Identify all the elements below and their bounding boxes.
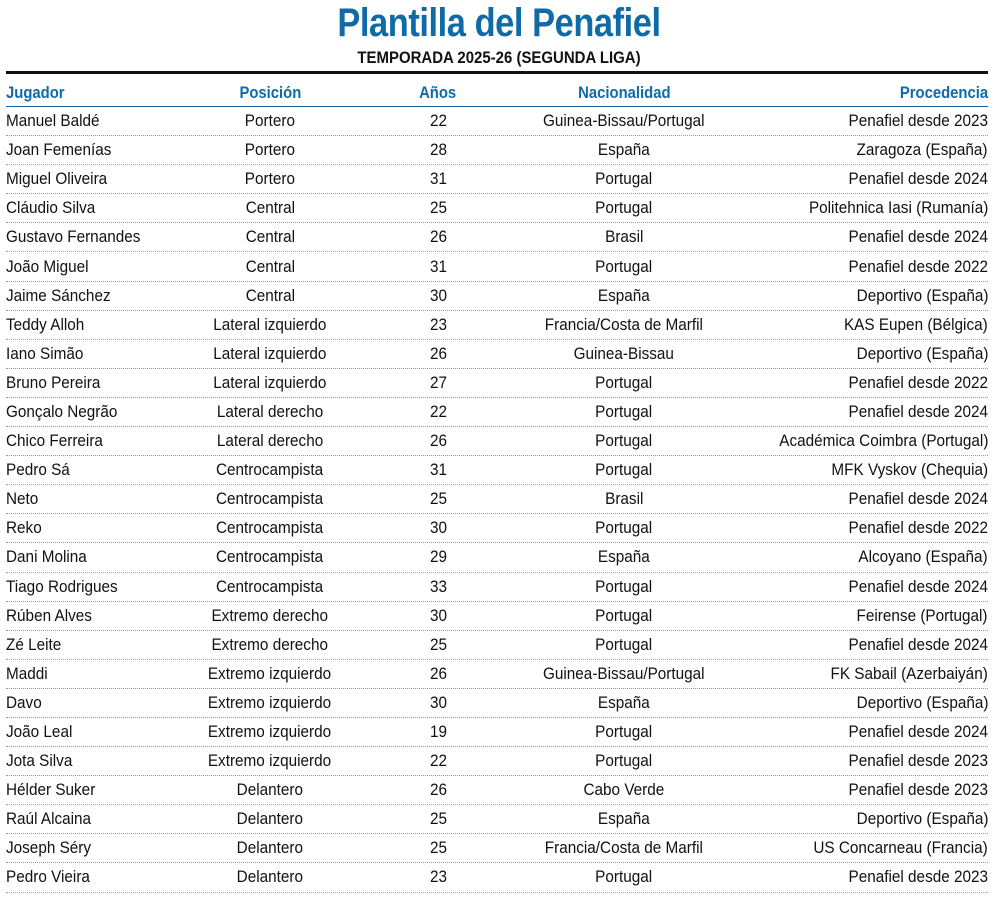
cell-age: 28 [429, 140, 447, 160]
cell-origin: Deportivo (España) [856, 285, 988, 305]
table-row [6, 194, 988, 223]
cell-nationality: Francia/Costa de Marfil [544, 314, 704, 334]
cell-player: Joseph Séry [6, 838, 92, 858]
cell-origin: Penafiel desde 2022 [848, 372, 988, 392]
table-row [6, 282, 988, 311]
cell-position: Central [245, 198, 295, 218]
cell-position: Extremo izquierdo [208, 663, 332, 683]
cell-nationality: España [598, 692, 650, 712]
cell-nationality: Guinea-Bissau/Portugal [543, 111, 705, 131]
table-row [6, 223, 988, 252]
cell-position: Centrocampista [216, 489, 324, 509]
table-row [6, 718, 988, 747]
cell-nationality: España [598, 809, 650, 829]
cell-age: 26 [429, 343, 447, 363]
table-row [6, 165, 988, 194]
cell-origin: Penafiel desde 2024 [848, 576, 988, 596]
cell-player: Davo [6, 692, 42, 712]
cell-age: 26 [429, 663, 447, 683]
cell-nationality: Portugal [595, 431, 653, 451]
cell-nationality: Francia/Costa de Marfil [544, 838, 704, 858]
table-row [6, 834, 988, 863]
cell-nationality: Brasil [604, 227, 644, 247]
cell-nationality: España [598, 285, 650, 305]
cell-origin: Penafiel desde 2024 [848, 401, 988, 421]
cell-age: 22 [429, 111, 447, 131]
cell-age: 31 [429, 460, 447, 480]
cell-player: Teddy Alloh [6, 314, 85, 334]
cell-nationality: Portugal [595, 867, 653, 887]
cell-nationality: España [598, 140, 650, 160]
cell-player: Rúben Alves [6, 605, 92, 625]
cell-player: Hélder Suker [6, 780, 96, 800]
cell-position: Delantero [236, 867, 304, 887]
cell-player: Joan Femenías [6, 140, 112, 160]
table-row [6, 747, 988, 776]
cell-origin: Penafiel desde 2022 [848, 256, 988, 276]
squad-table [6, 80, 988, 893]
cell-age: 30 [429, 605, 447, 625]
cell-position: Centrocampista [216, 576, 324, 596]
cell-age: 27 [429, 372, 447, 392]
cell-nationality: Portugal [595, 169, 653, 189]
cell-age: 33 [429, 576, 447, 596]
cell-origin: KAS Eupen (Bélgica) [844, 314, 988, 334]
page-subtitle: TEMPORADA 2025-26 (SEGUNDA LIGA) [357, 48, 641, 67]
cell-origin: Deportivo (España) [856, 343, 988, 363]
table-row [6, 543, 988, 572]
table-row [6, 340, 988, 369]
cell-player: Tiago Rodrigues [6, 576, 118, 596]
page-title: Plantilla del Penafiel [337, 1, 661, 45]
cell-position: Lateral izquierdo [213, 343, 327, 363]
cell-player: Gustavo Fernandes [6, 227, 141, 247]
table-row [6, 805, 988, 834]
cell-position: Extremo izquierdo [208, 692, 332, 712]
cell-origin: Penafiel desde 2024 [848, 169, 988, 189]
cell-nationality: Portugal [595, 576, 653, 596]
cell-position: Portero [244, 111, 296, 131]
cell-nationality: Portugal [595, 460, 653, 480]
table-row [6, 456, 988, 485]
cell-nationality: Portugal [595, 605, 653, 625]
cell-age: 29 [429, 547, 447, 567]
cell-age: 30 [429, 518, 447, 538]
cell-player: Pedro Vieira [6, 867, 90, 887]
cell-player: Jaime Sánchez [6, 285, 111, 305]
cell-position: Central [245, 256, 295, 276]
table-row [6, 136, 988, 165]
cell-nationality: Portugal [595, 518, 653, 538]
table-row [6, 311, 988, 340]
table-row [6, 602, 988, 631]
cell-age: 26 [429, 780, 447, 800]
cell-player: João Miguel [6, 256, 89, 276]
cell-origin: Zaragoza (España) [857, 140, 988, 160]
cell-position: Centrocampista [216, 547, 324, 567]
cell-age: 23 [429, 314, 447, 334]
cell-position: Extremo izquierdo [208, 751, 332, 771]
cell-origin: Feirense (Portugal) [857, 605, 988, 625]
cell-position: Delantero [236, 780, 304, 800]
cell-position: Extremo izquierdo [208, 722, 332, 742]
table-row [6, 369, 988, 398]
cell-nationality: Portugal [595, 722, 653, 742]
table-row [6, 252, 988, 281]
cell-player: Pedro Sá [6, 460, 70, 480]
cell-player: Gonçalo Negrão [6, 401, 118, 421]
cell-origin: Penafiel desde 2022 [848, 518, 988, 538]
cell-position: Lateral izquierdo [213, 314, 327, 334]
table-row [6, 514, 988, 543]
cell-origin: Penafiel desde 2024 [848, 227, 988, 247]
cell-age: 30 [429, 285, 447, 305]
header-position: Posición [239, 83, 301, 102]
cell-origin: Deportivo (España) [856, 692, 988, 712]
cell-player: Neto [6, 489, 39, 509]
table-row [6, 107, 988, 136]
table-row [6, 631, 988, 660]
cell-origin: MFK Vyskov (Chequia) [831, 460, 988, 480]
cell-origin: Deportivo (España) [856, 809, 988, 829]
cell-origin: FK Sabail (Azerbaiyán) [830, 663, 988, 683]
cell-position: Portero [244, 140, 296, 160]
cell-position: Centrocampista [216, 518, 324, 538]
cell-position: Central [245, 227, 295, 247]
header-player: Jugador [6, 83, 65, 102]
cell-position: Central [245, 285, 295, 305]
cell-player: Raúl Alcaina [6, 809, 92, 829]
title-divider [6, 71, 988, 74]
header-nationality: Nacionalidad [577, 83, 671, 102]
cell-age: 25 [429, 838, 447, 858]
cell-age: 31 [429, 169, 447, 189]
cell-origin: Penafiel desde 2024 [848, 489, 988, 509]
table-row [6, 485, 988, 514]
cell-age: 22 [429, 401, 447, 421]
table-row [6, 863, 988, 892]
cell-player: Iano Simão [6, 343, 84, 363]
table-row [6, 689, 988, 718]
cell-origin: Penafiel desde 2023 [848, 751, 988, 771]
table-row [6, 660, 988, 689]
cell-age: 25 [429, 809, 447, 829]
cell-origin: Politehnica Iasi (Rumanía) [808, 198, 988, 218]
cell-origin: Alcoyano (España) [858, 547, 988, 567]
cell-player: João Leal [6, 722, 73, 742]
cell-player: Bruno Pereira [6, 372, 101, 392]
cell-nationality: Portugal [595, 401, 653, 421]
cell-nationality: Portugal [595, 198, 653, 218]
cell-player: Dani Molina [6, 547, 87, 567]
header-origin: Procedencia [899, 83, 988, 102]
cell-origin: US Concarneau (Francia) [813, 838, 988, 858]
cell-origin: Académica Coimbra (Portugal) [778, 431, 988, 451]
cell-position: Delantero [236, 809, 304, 829]
cell-position: Delantero [236, 838, 304, 858]
cell-nationality: Portugal [595, 372, 653, 392]
cell-origin: Penafiel desde 2023 [848, 111, 988, 131]
table-row [6, 398, 988, 427]
cell-position: Extremo derecho [211, 634, 329, 654]
cell-origin: Penafiel desde 2024 [848, 634, 988, 654]
cell-age: 22 [429, 751, 447, 771]
cell-origin: Penafiel desde 2024 [848, 722, 988, 742]
cell-age: 25 [429, 489, 447, 509]
cell-player: Jota Silva [6, 751, 73, 771]
cell-age: 26 [429, 227, 447, 247]
cell-nationality: Brasil [604, 489, 644, 509]
cell-nationality: Guinea-Bissau/Portugal [543, 663, 705, 683]
cell-nationality: España [598, 547, 650, 567]
cell-player: Miguel Oliveira [6, 169, 108, 189]
cell-position: Lateral izquierdo [213, 372, 327, 392]
cell-age: 31 [429, 256, 447, 276]
cell-player: Zé Leite [6, 634, 62, 654]
cell-player: Manuel Baldé [6, 111, 100, 131]
table-row [6, 427, 988, 456]
header-age: Años [419, 83, 457, 102]
cell-age: 25 [429, 634, 447, 654]
cell-position: Portero [244, 169, 296, 189]
cell-age: 30 [429, 692, 447, 712]
cell-player: Maddi [6, 663, 48, 683]
table-header [6, 80, 988, 107]
cell-age: 25 [429, 198, 447, 218]
cell-player: Reko [6, 518, 42, 538]
table-row [6, 776, 988, 805]
cell-age: 23 [429, 867, 447, 887]
cell-age: 19 [429, 722, 447, 742]
cell-nationality: Portugal [595, 634, 653, 654]
cell-origin: Penafiel desde 2023 [848, 867, 988, 887]
cell-position: Lateral derecho [216, 401, 324, 421]
cell-player: Cláudio Silva [6, 198, 96, 218]
cell-origin: Penafiel desde 2023 [848, 780, 988, 800]
cell-nationality: Cabo Verde [583, 780, 665, 800]
cell-age: 26 [429, 431, 447, 451]
cell-player: Chico Ferreira [6, 431, 103, 451]
cell-nationality: Portugal [595, 751, 653, 771]
table-row [6, 573, 988, 602]
cell-position: Centrocampista [216, 460, 324, 480]
cell-position: Lateral derecho [216, 431, 324, 451]
cell-nationality: Portugal [595, 256, 653, 276]
cell-position: Extremo derecho [211, 605, 329, 625]
cell-nationality: Guinea-Bissau [573, 343, 675, 363]
